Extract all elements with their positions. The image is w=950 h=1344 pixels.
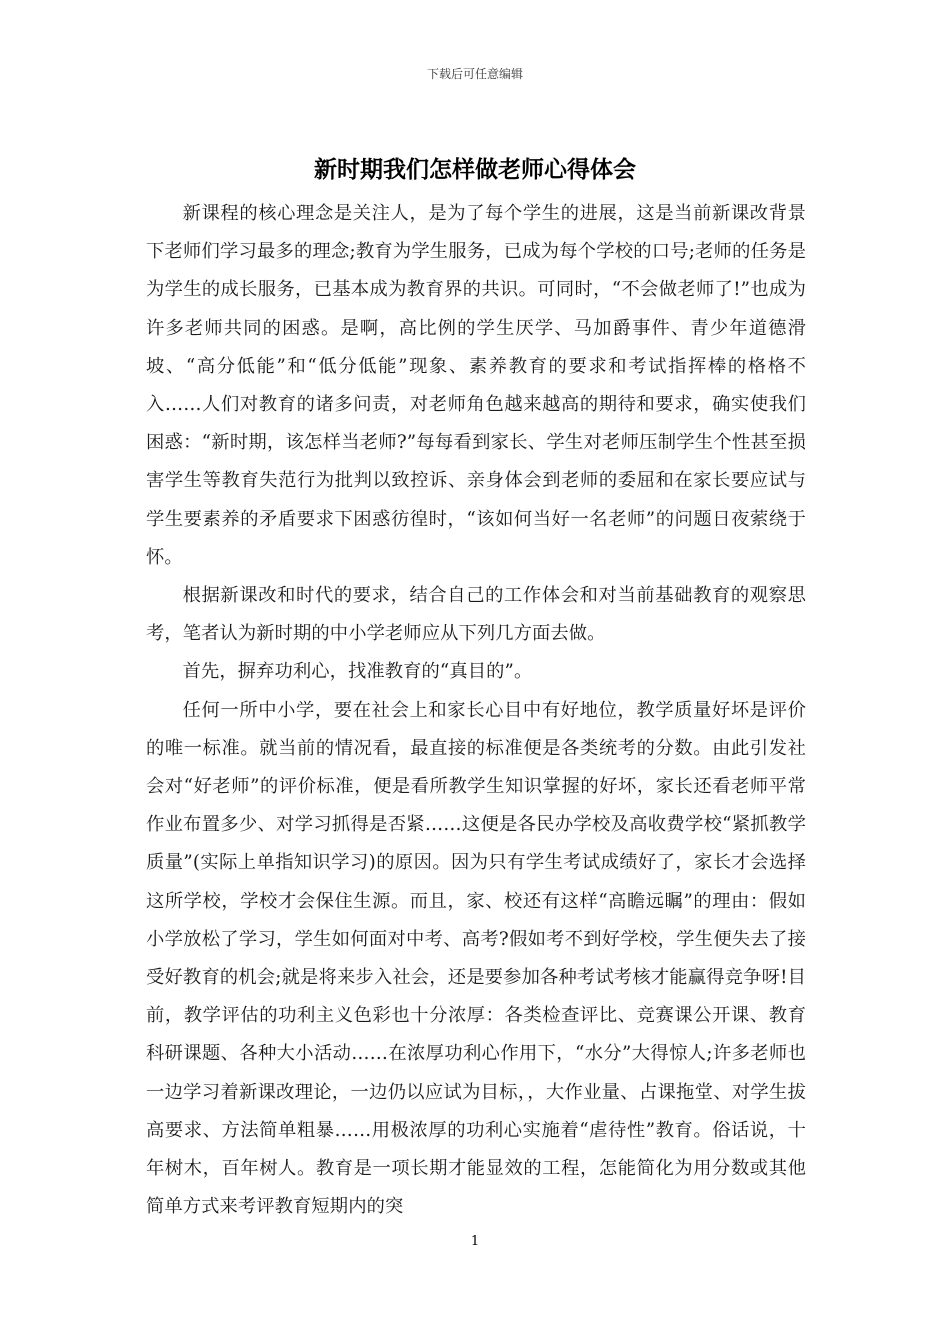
- paragraph-2: 根据新课改和时代的要求，结合自己的工作体会和对当前基础教育的观察思考，笔者认为新时期的中小学老师应从下列几方面去做。: [146, 585, 806, 645]
- page-number: 1: [470, 1234, 480, 1249]
- paragraph-4: 任何一所中小学，要在社会上和家长心目中有好地位，教学质量好坏是评价的唯一标准。就当前的情况看，最直接的标准便是各类统考的分数。由此引发社会对“好老师”的评价标准，便是看所教学生知识掌握的好坏，家长还看老师平常作业布置多少、对学习抓得是否紧……这便是各民办学校及高收费学校“紧抓教学质量”(实际上单指知识学习)的原因。因为只有学生考试成绩好了，家长才会选择这所学校，学校才会保住生源。而且，家、校还有这样“高瞻远瞩”的理由：假如小学放松了学习，学生如何面对中考、高考?假如考不到好学校，学生便失去了接受好教育的机会;就是将来步入社会，还是要参加各种考试考核才能赢得竞争呀!目前，教学评估的功利主义色彩也十分浓厚：各类检查评比、竞赛课公开课、教育科研课题、各种大小活动……在浓厚功利心作用下，“水分”大得惊人;许多老师也一边学习着新课改理论，一边仍以应试为目标，，大作业量、占课拖堂、对学生拔高要求、方法简单粗暴……用极浓厚的功利心实施着“虐待性”教育。俗话说，十年树木，百年树人。教育是一项长期才能显效的工程，怎能简化为用分数或其他简单方式来考评教育短期内的突: [146, 699, 806, 1218]
- paragraph-3: 首先，摒弃功利心，找准教育的“真目的”。: [182, 661, 533, 683]
- document-body: [146, 195, 806, 1226]
- header-note: 下载后可任意编辑: [426, 67, 523, 81]
- paragraph-1: 新课程的核心理念是关注人，是为了每个学生的进展，这是当前新课改背景下老师们学习最多的理念;教育为学生服务，已成为每个学校的口号;老师的任务是为学生的成长服务，已基本成为教育界的共识。可同时，“不会做老师了!”也成为许多老师共同的困惑。是啊，高比例的学生厌学、马加爵事件、青少年道德滑坡、“高分低能”和“低分低能”现象、素养教育的要求和考试指挥棒的格格不入……人们对教育的诸多问责，对老师角色越来越高的期待和要求，确实使我们困惑：“新时期，该怎样当老师?”每每看到家长、学生对老师压制学生个性甚至损害学生等教育失范行为批判以致控诉、亲身体会到老师的委屈和在家长要应试与学生要素养的矛盾要求下困惑彷徨时，“该如何当好一名老师”的问题日夜萦绕于怀。: [146, 203, 806, 568]
- document-title: 新时期我们怎样做老师心得体会: [314, 156, 636, 183]
